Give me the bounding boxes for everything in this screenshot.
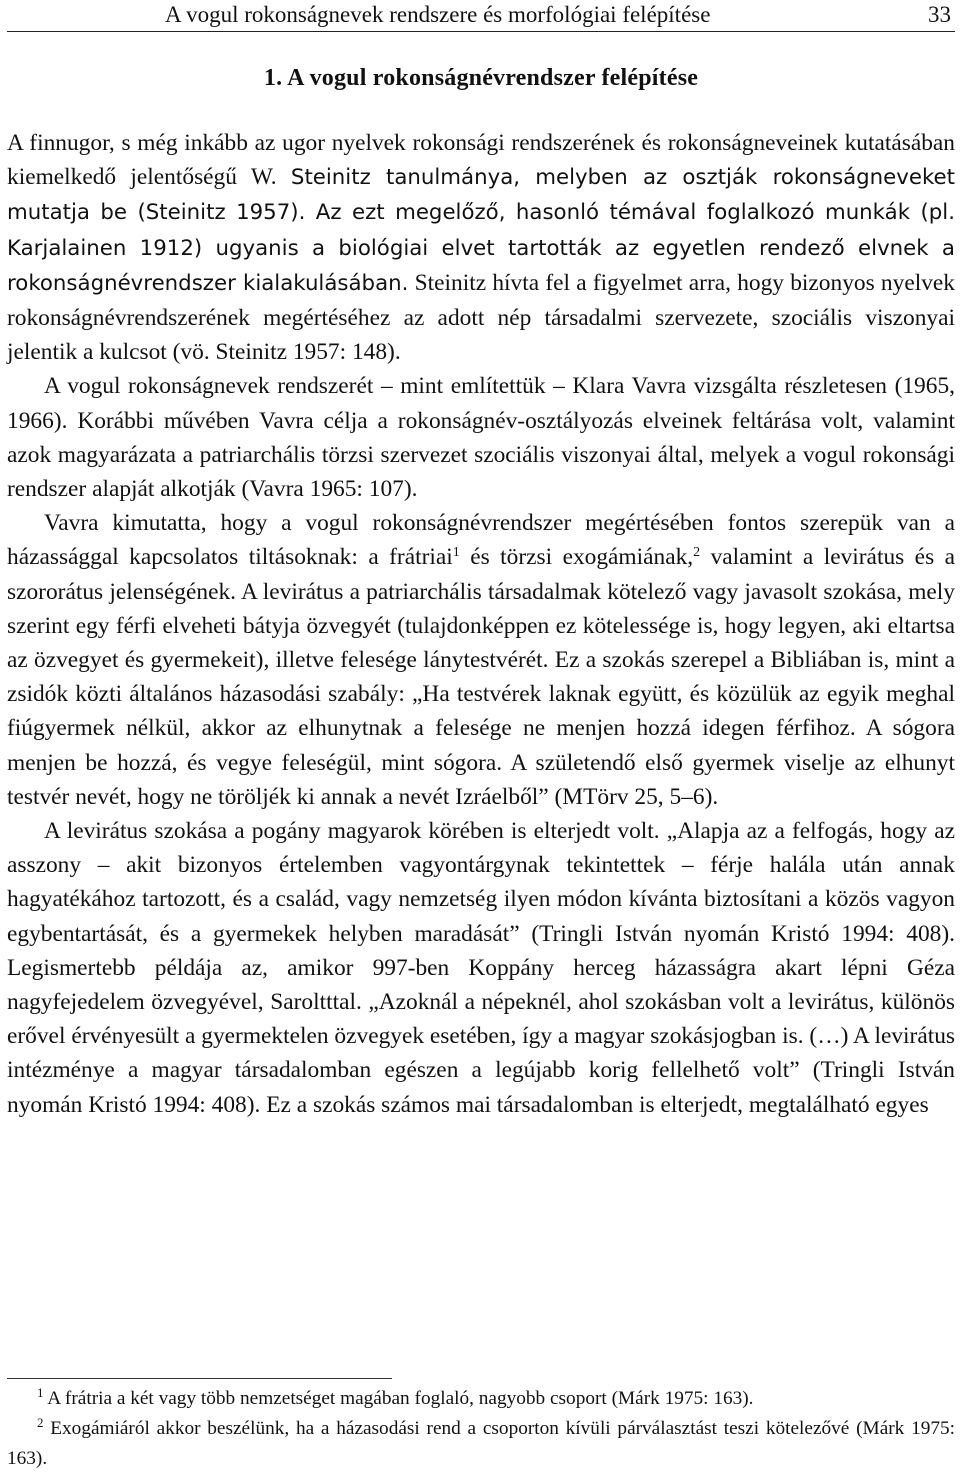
footnote-2 (7, 1414, 955, 1474)
paragraph-1-part-b: Steinitz tanulmánya, melyben az osztják rokonságneveket mutatja be (Steinitz 1957). Az ezt megelőző, hasonló témával foglalkozó munkák (pl. Karjalainen 1912) ugyanis a biológiai elvet tartották az egyetlen rendező elvnek a rokonságnévrendszer kialakulásában. (7, 165, 955, 296)
paragraph-3-part-a: Vavra kimutatta, hogy a vogul rokonságnévrendszer megértésében fontos szerepük van a házassággal kapcsolatos tiltásoknak: a frátriai (7, 510, 955, 571)
footnote-2-text: Exogámiáról akkor beszélünk, ha a házasodási rend a csoporton kívüli párválasztást teszi kötelezővé (Márk 1975: 163). (7, 1418, 955, 1469)
footnote-divider (7, 1378, 392, 1379)
paragraph-3-part-c: valamint a levirátus és a szororátus jelenségének. A levirátus a patriarchális társadalmak kötelező vagy javasolt szokása, mely szerint egy férfi elveheti bátyja özvegyét (tulajdonképpen ez kötelessége is, hogy legyen, aki eltartsa az özvegyet és gyermekeit), illetve felesége lánytestvérét. Ez a szokás szerepel a Bibliában is, mint a zsidók közti általános házasodási szabály: „Ha testvérek laknak együtt, és közülük az egyik meghal fiúgyermek nélkül, akkor az elhunytnak a felesége ne menjen hozzá idegen férfihoz. A sógora menjen be hozzá, és vegye feleségül, mint sógora. A születendő első gyermek viselje az elhunyt testvér nevét, hogy ne töröljék ki annak a nevét Izráelből” (MTörv 25, 5–6). (7, 544, 955, 810)
running-title: A vogul rokonságnevek rendszere és morfológiai felépítése (165, 2, 711, 27)
page-number: 33 (928, 2, 951, 27)
footnote-1-text: A frátria a két vagy több nemzetséget magában foglaló, nagyobb csoport (Márk 1975: 163). (43, 1388, 754, 1409)
paragraph-2-part-a: A vogul rokonságnevek rendszerét – mint említettük – Klara Vavra vizsgálta részletesen (1965, 1966). (7, 373, 955, 434)
body-text (7, 126, 955, 1122)
footnote-ref-1[interactable]: 1 (452, 545, 460, 561)
footnote-ref-2[interactable]: 2 (693, 545, 701, 561)
footnote-2-marker: 2 (37, 1415, 44, 1430)
paragraph-2-part-b: Korábbi művében Vavra célja a rokonságnév-osztályozás elveinek feltárása volt, valamint azok magyarázata a patriarchális törzsi szervezet szociális viszonyai által, melyek a vogul rokonsági rendszer alapját alkotják (Vavra 1965: 107). (7, 407, 955, 503)
footnotes (7, 1384, 955, 1474)
paragraph-4 (7, 814, 955, 1122)
running-header (7, 0, 955, 32)
paragraph-3 (7, 506, 955, 814)
footnote-1 (7, 1384, 955, 1414)
paragraph-3-part-b: és törzsi exogámiának, (459, 544, 694, 571)
document-page (7, 0, 955, 1122)
paragraph-1 (7, 126, 955, 369)
paragraph-1-part-a: A finnugor, s még inkább az ugor nyelvek rokonsági rendszerének és rokonságneveinek kutatásában kiemelkedő jelentőségű W. (7, 130, 955, 191)
paragraph-1-part-c: Steinitz hívta fel a figyelmet arra, hogy bizonyos nyelvek rokonságnévrendszerének megértéséhez az adott nép társadalmi szervezete, szociális viszonyai jelentik a kulcsot (vö. Steinitz 1957: 148). (7, 269, 955, 366)
paragraph-2 (7, 369, 955, 506)
footnote-1-marker: 1 (37, 1385, 44, 1400)
section-heading: 1. A vogul rokonságnévrendszer felépítése (263, 65, 699, 91)
paragraph-4-text: A levirátus szokása a pogány magyarok körében is elterjedt volt. „Alapja az a felfogás, hogy az asszony – akit bizonyos értelemben vagyontárgynak tekintettek – férje halála után annak hagyatékához tartozott, és a család, vagy nemzetség ilyen módon kívánta biztosítani a közös vagyon egybentartását, és a gyermekek helyben maradását” (Tringli István nyomán Kristó 1994: 408). Legismertebb példája az, amikor 997-ben Koppány herceg házasságra akart lépni Géza nagyfejedelem özvegyével, Saroltttal. „Azoknál a népeknél, ahol szokásban volt a levirátus, különös erővel érvényesült a gyermektelen özvegyek esetében, így a magyar szokásjogban is. (…) A levirátus intézménye a magyar társadalomban egészen a legújabb korig fellelhető volt” (Tringli István nyomán Kristó 1994: 408). Ez a szokás számos mai társadalomban is elterjedt, megtalálható egyes (7, 818, 955, 1118)
